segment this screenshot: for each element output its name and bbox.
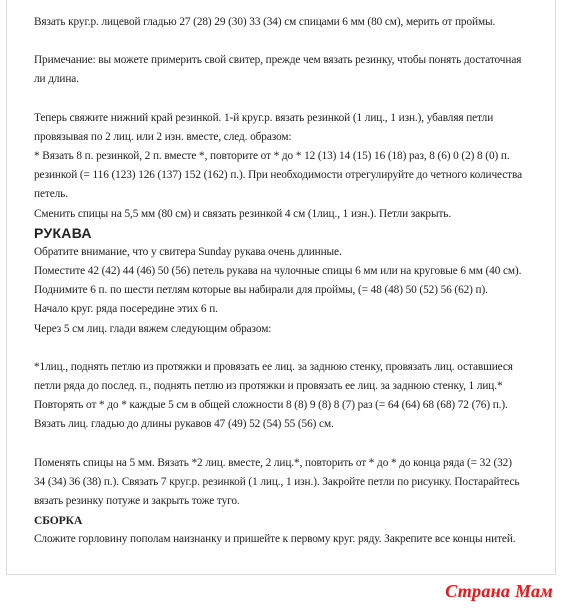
section-heading-assembly: СБОРКА bbox=[34, 514, 83, 528]
text-line: Теперь свяжите нижний край резинкой. 1-й круг.р. вязать резинкой (1 лиц., 1 изн.), убавляя петли bbox=[34, 111, 494, 124]
text-line: Сменить спицы на 5,5 мм (80 см) и связать резинкой 4 см (1лиц., 1 изн.). Петли закрыть. bbox=[34, 207, 452, 220]
text-line: Примечание: вы можете примерить свой свитер, прежде чем вязать резинку, чтобы понять достаточная bbox=[34, 54, 522, 67]
text-line: Вязать круг.р. лицевой гладью 27 (28) 29 (30) 33 (34) см спицами 6 мм (80 см), мерить от проймы. bbox=[34, 16, 496, 28]
text-line: Сложите горловину пополам наизнанку и пришейте к первому круг. ряду. Закрепите все концы нитей. bbox=[34, 533, 516, 546]
text-line: 34 (34) 36 (38) п.). Связать 7 круг.р. резинкой (1 лиц., 1 изн.). Закройте петли по рисунку. Постарайтесь bbox=[34, 475, 520, 488]
text-line: резинкой (= 116 (123) 126 (137) 152 (162) п.). При необходимости отрегулируйте до четного количества bbox=[34, 169, 523, 182]
document-content bbox=[34, 0, 546, 550]
text-line: петель. bbox=[34, 188, 68, 201]
text-line: * Вязать 8 п. резинкой, 2 п. вместе *, повторите от * до * 12 (13) 14 (15) 16 (18) раз, 8 (6) 0 (2) 8 (0) п. bbox=[34, 150, 510, 163]
text-line: ли длина. bbox=[34, 73, 79, 86]
text-line: провязывая по 2 лиц. или 2 изн. вместе, след. образом: bbox=[34, 130, 292, 143]
text-line: Поднимите 6 п. по шести петлям которые вы набирали для проймы, (= 48 (48) 50 (52) 56 (62) п). bbox=[34, 284, 488, 297]
text-line: Начало круг. ряда посередине этих 6 п. bbox=[34, 303, 218, 316]
text-line: Поменять спицы на 5 мм. Вязать *2 лиц. вместе, 2 лиц.*, повторить от * до * до конца ряда (= 32 (32) bbox=[34, 456, 512, 469]
text-line: Поместите 42 (42) 44 (46) 50 (56) петель рукава на чулочные спицы 6 мм или на круговые 6 мм (40 см). bbox=[34, 265, 522, 278]
text-line: Вязать лиц. гладью до длины рукавов 47 (49) 52 (54) 55 (56) см. bbox=[34, 418, 334, 431]
text-line: *1лиц., поднять петлю из протяжки и провязать ее лиц. за заднюю стенку, провязать лиц. оставшиеся bbox=[34, 360, 513, 373]
section-heading-sleeves: РУКАВА bbox=[34, 224, 92, 241]
text-line: Через 5 см лиц. глади вяжем следующим образом: bbox=[34, 322, 272, 335]
text-line: петли ряда до послед. п., поднять петлю из протяжки и провязать ее лиц. за заднюю стенку, 1 лиц.* bbox=[34, 380, 503, 393]
site-watermark: Страна Мам bbox=[445, 581, 553, 601]
text-line: вязать резинку потуже и закрыть тоже туго. bbox=[34, 495, 240, 508]
text-line: Повторять от * до * каждые 5 см в общей сложности 8 (8) 9 (8) 8 (7) раз (= 64 (64) 68 (68) 72 (76) п.). bbox=[34, 399, 508, 412]
text-line: Обратите внимание, что у свитера Sunday рукава очень длинные. bbox=[34, 245, 342, 258]
